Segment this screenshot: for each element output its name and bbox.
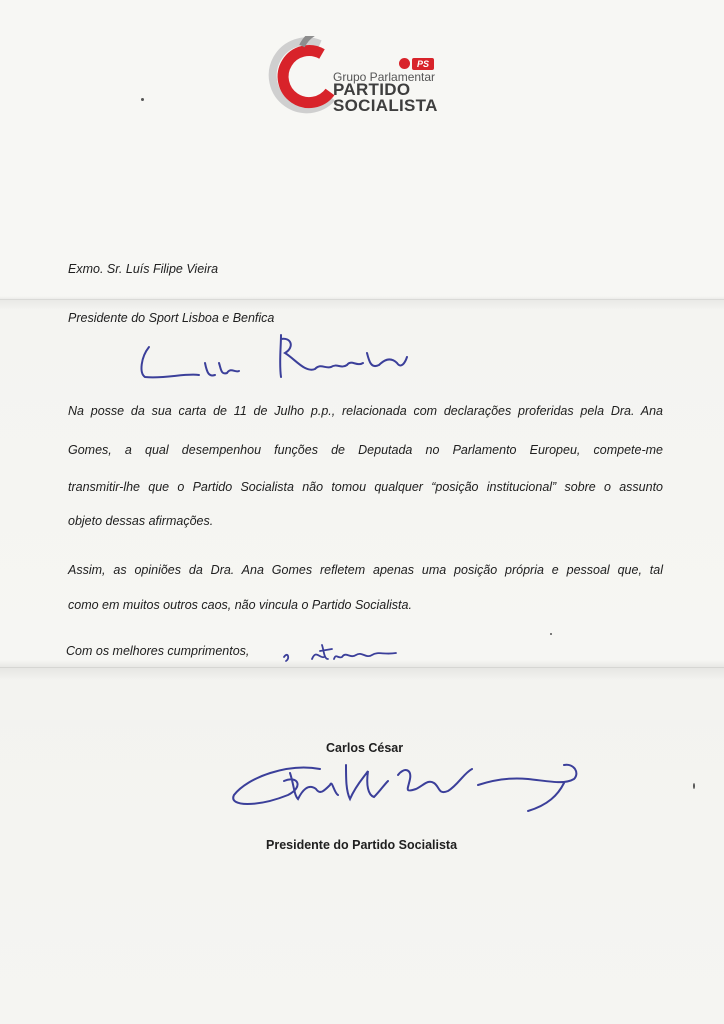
recipient-name: Exmo. Sr. Luís Filipe Vieira — [68, 262, 219, 276]
signer-title: Presidente do Partido Socialista — [266, 838, 458, 852]
paragraph-1-line-3: transmitir-lhe que o Partido Socialista não tomou qualquer “posição institucional” sobre o assunto — [68, 480, 663, 494]
paragraph-1-line-2: Gomes, a qual desempenhou funções de Deputada no Parlamento Europeu, compete-me — [68, 443, 663, 457]
signer-name: Carlos César — [326, 741, 404, 755]
logo-subtitle: Grupo Parlamentar — [333, 70, 436, 84]
paper-fold — [0, 299, 724, 300]
rose-icon — [399, 58, 410, 69]
paragraph-2-line-1: Assim, as opiniões da Dra. Ana Gomes refletem apenas uma posição própria e pessoal que, tal — [68, 563, 663, 577]
logo-emblem-icon — [262, 36, 342, 120]
handwritten-salutation — [135, 333, 415, 383]
paper-speck — [141, 98, 144, 101]
logo-title-line1: PARTIDO — [333, 80, 411, 99]
logo-title-line2: SOCIALISTA — [333, 96, 438, 115]
paragraph-1-line-4: objeto dessas afirmações. — [68, 514, 214, 528]
paper-fold — [0, 667, 724, 668]
closing-text: Com os melhores cumprimentos, — [66, 644, 250, 658]
paper-speck — [550, 633, 552, 635]
paragraph-1-line-1: Na posse da sua carta de 11 de Julho p.p., relacionada com declarações proferidas pela Dra. Ana — [68, 404, 663, 418]
paper-speck — [693, 783, 695, 789]
ps-badge: PS — [412, 58, 434, 70]
signature — [228, 755, 588, 825]
party-logo — [262, 36, 452, 120]
handwritten-closing — [276, 637, 406, 667]
recipient-title: Presidente do Sport Lisboa e Benfica — [68, 311, 275, 325]
logo-title — [333, 82, 438, 114]
paragraph-2-line-2: como em muitos outros caos, não vincula o Partido Socialista. — [68, 598, 412, 612]
